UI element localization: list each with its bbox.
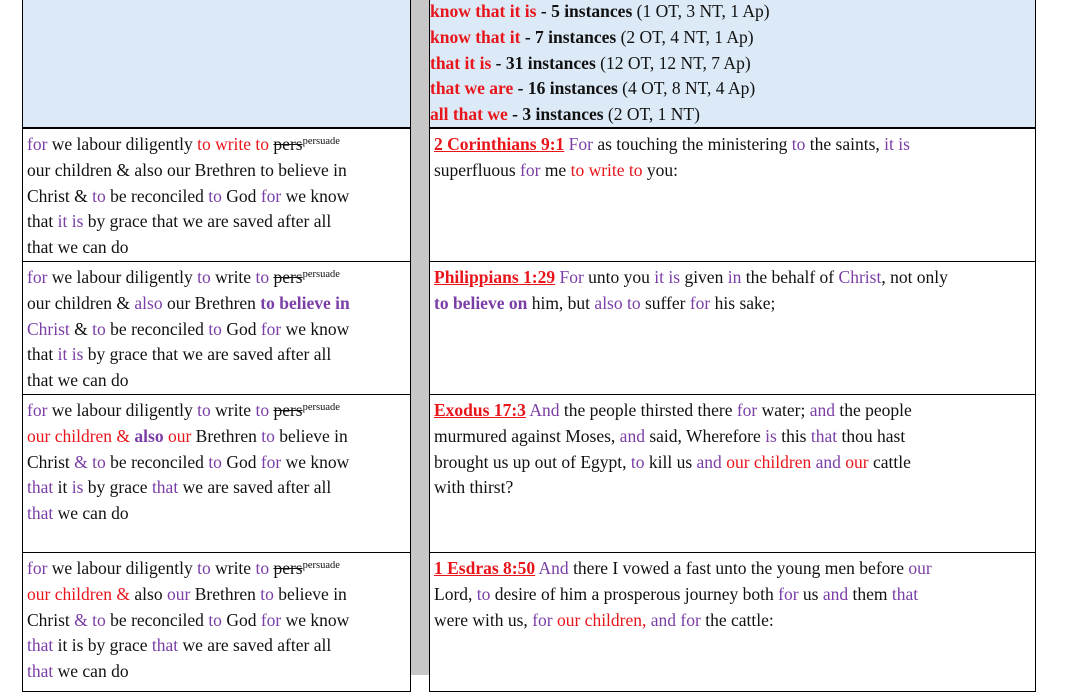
stat-line: that it is - 31 instances (12 OT, 12 NT, 7 Ap) [430, 52, 751, 73]
text-run: we labour diligently [47, 134, 198, 154]
highlighted-word: that [151, 477, 179, 498]
highlighted-word: for [27, 558, 48, 578]
stat-line: know that it - 7 instances (2 OT, 4 NT, 1 Ap) [430, 26, 754, 47]
highlighted-word: to [208, 609, 222, 630]
highlighted-word: for [689, 292, 711, 313]
text-run: suffer [640, 292, 690, 313]
scripture-verse-text [430, 129, 1035, 184]
highlighted-word: our [845, 451, 869, 472]
highlighted-word: our children & [27, 583, 131, 604]
header-left-cell [22, 0, 411, 128]
quote-cell-row-4 [22, 552, 411, 692]
verse-cell-row-1 [429, 128, 1036, 262]
highlighted-word: and [650, 609, 677, 630]
text-run: God [221, 609, 261, 630]
journal-quote-text [23, 553, 410, 685]
text-run: we know [281, 318, 350, 339]
superscript-correction: persuade [302, 269, 340, 280]
highlighted-word: our children [726, 451, 812, 472]
text-run: we labour diligently [47, 267, 198, 287]
highlighted-word: to [261, 425, 275, 446]
text-run: murmured against Moses, [434, 425, 620, 446]
text-run: we are saved after all [178, 635, 332, 656]
text-run: be reconciled [105, 451, 209, 472]
highlighted-word: to [197, 558, 211, 578]
text-run: it [53, 477, 72, 498]
highlighted-word: to [92, 318, 106, 339]
highlighted-word: And [538, 558, 569, 578]
text-run: desire of him a prosperous journey both [490, 583, 779, 604]
highlighted-word: and [696, 451, 722, 472]
text-run: we know [281, 185, 350, 206]
highlighted-word: Christ [838, 267, 882, 287]
highlighted-word: that [27, 503, 54, 524]
text-run: we are saved after all [178, 477, 332, 498]
text-run: that we can do [27, 237, 129, 258]
column-separator [410, 0, 430, 675]
text-run: us [798, 583, 823, 604]
text-run: be reconciled [105, 185, 209, 206]
text-run: given [680, 267, 728, 287]
text-run: , not only [881, 267, 948, 287]
text-run: our children & [27, 292, 135, 313]
text-run: water; [757, 400, 810, 420]
highlighted-word: Christ [27, 318, 70, 339]
struck-text: pers [273, 134, 303, 154]
text-run: Brethren [191, 425, 262, 446]
quote-cell-row-2 [22, 261, 411, 395]
highlighted-word: for [27, 400, 48, 420]
highlighted-word: to [92, 609, 106, 630]
text-run: as touching the ministering [592, 134, 792, 154]
highlighted-word: our [163, 425, 192, 446]
text-run: that [27, 211, 58, 232]
highlighted-word: that [891, 583, 919, 604]
verse-reference: Exodus 17:3 [434, 400, 526, 420]
text-run: by grace that we are saved after all [83, 344, 332, 365]
highlighted-word: to [197, 267, 211, 287]
highlighted-word: it is [57, 211, 84, 232]
stat-line: all that we - 3 instances (2 OT, 1 NT) [430, 104, 700, 125]
highlighted-word: it is [884, 134, 910, 154]
text-run: this [776, 425, 811, 446]
phrase-statistics-cell [429, 0, 1036, 128]
text-run: that we can do [27, 370, 129, 391]
text-run: the saints, [805, 134, 885, 154]
highlighted-word: and [815, 451, 841, 472]
highlighted-word: to [92, 451, 106, 472]
text-run: believe in [273, 583, 347, 604]
quote-cell-row-3 [22, 394, 411, 553]
highlighted-word: to [208, 451, 222, 472]
highlighted-word: to write to [197, 134, 270, 154]
highlighted-word: For [568, 134, 593, 154]
text-run: Christ [27, 451, 75, 472]
text-run: his sake; [710, 292, 776, 313]
highlighted-word: And [529, 400, 560, 420]
highlighted-word: to write to [570, 159, 643, 180]
highlighted-word: to [476, 583, 491, 604]
highlighted-word: our [908, 558, 932, 578]
text-run: by grace that we are saved after all [83, 211, 332, 232]
text-run: & [69, 318, 93, 339]
highlighted-word: our [166, 583, 191, 604]
highlighted-word: for [27, 267, 48, 287]
text-run: believe in [274, 425, 348, 446]
text-run: God [221, 451, 261, 472]
highlighted-word: for [736, 400, 758, 420]
highlighted-word: that [151, 635, 179, 656]
highlighted-word: that [27, 477, 54, 498]
highlighted-word: also [134, 292, 163, 313]
stat-line: that we are - 16 instances (4 OT, 8 NT, 4 Ap) [430, 78, 756, 99]
highlighted-word: For [559, 267, 584, 287]
verse-cell-row-3 [429, 394, 1036, 553]
text-run: we labour diligently [47, 400, 198, 420]
struck-text: pers [273, 400, 303, 420]
highlighted-word: for [27, 134, 48, 154]
text-run: him, but [527, 292, 595, 313]
text-run: unto you [583, 267, 655, 287]
text-run: the people thirsted there [559, 400, 737, 420]
text-run: our children & also our Brethren to believe in [27, 159, 347, 180]
highlighted-word: is [765, 425, 777, 446]
text-run: by grace [83, 477, 152, 498]
text-run: me [540, 159, 571, 180]
text-run: brought us up out of Egypt, [434, 451, 631, 472]
text-run: Brethren [190, 583, 261, 604]
text-run: write [210, 400, 256, 420]
text-run: thou hast [837, 425, 906, 446]
text-run: Christ & [27, 185, 93, 206]
highlighted-word: to [255, 267, 270, 287]
text-run: with thirst? [434, 477, 514, 498]
highlighted-word: & [74, 451, 88, 472]
journal-quote-text [23, 395, 410, 527]
superscript-correction: persuade [302, 560, 340, 571]
text-run: it is by grace [53, 635, 152, 656]
text-run: were with us, [434, 609, 533, 630]
highlighted-word: and [809, 400, 836, 420]
text-run: superfluous [434, 159, 521, 180]
highlighted-word: to [92, 185, 106, 206]
text-run: said, Wherefore [644, 425, 766, 446]
highlighted-word: in [727, 267, 742, 287]
text-run: Lord, [434, 583, 477, 604]
highlighted-word: for [680, 609, 701, 630]
superscript-correction: persuade [302, 402, 340, 413]
highlighted-word: to [630, 451, 645, 472]
scripture-verse-text [430, 262, 1035, 317]
highlighted-word: for [778, 583, 799, 604]
highlighted-word: and [619, 425, 645, 446]
verse-reference: 2 Corinthians 9:1 [434, 134, 565, 154]
phrase-statistics-list [430, 0, 1035, 128]
scripture-verse-text [430, 395, 1035, 501]
text-run: we labour diligently [47, 558, 198, 578]
verse-cell-row-4 [429, 552, 1036, 692]
highlighted-word: also to [594, 292, 641, 313]
verse-cell-row-2 [429, 261, 1036, 395]
highlighted-word: also [134, 425, 164, 446]
quote-cell-row-1 [22, 128, 411, 262]
highlighted-word: to [208, 185, 222, 206]
highlighted-word: for [532, 609, 553, 630]
journal-quote-text [23, 129, 410, 261]
highlighted-word: & [74, 609, 88, 630]
text-run: cattle [868, 451, 911, 472]
text-run: the behalf of [741, 267, 839, 287]
text-run: them [848, 583, 892, 604]
journal-quote-text [23, 262, 410, 394]
highlighted-word: to [791, 134, 806, 154]
text-run: kill us [644, 451, 697, 472]
highlighted-word: to [255, 400, 270, 420]
highlighted-word: for [260, 185, 282, 206]
highlighted-word: that [810, 425, 838, 446]
superscript-correction: persuade [302, 136, 340, 147]
highlighted-word: for [520, 159, 541, 180]
text-run: God [221, 318, 261, 339]
text-run: we can do [53, 503, 129, 524]
highlighted-word: for [260, 318, 282, 339]
scripture-verse-text [430, 553, 1035, 633]
text-run: be reconciled [105, 318, 209, 339]
verse-reference: Philippians 1:29 [434, 267, 556, 287]
highlighted-word: to [197, 400, 211, 420]
text-run: you: [642, 159, 679, 180]
highlighted-word: for [260, 451, 282, 472]
verse-reference: 1 Esdras 8:50 [434, 558, 536, 578]
text-run: write [210, 267, 256, 287]
highlighted-word: to [208, 318, 222, 339]
highlighted-word: to [255, 558, 270, 578]
highlighted-word: that [27, 635, 54, 656]
highlighted-word: that [27, 661, 54, 682]
text-run: we know [281, 451, 350, 472]
highlighted-word: our children, [556, 609, 647, 630]
text-run: there I vowed a fast unto the young men before [568, 558, 909, 578]
text-run: the cattle: [700, 609, 774, 630]
highlighted-word: to [260, 583, 274, 604]
text-run: God [221, 185, 261, 206]
text-run: we can do [53, 661, 129, 682]
stat-line: know that it is - 5 instances (1 OT, 3 NT, 1 Ap) [430, 1, 770, 21]
text-run: Christ [27, 609, 75, 630]
text-run: the people [835, 400, 912, 420]
text-run: write [210, 558, 256, 578]
highlighted-word: for [260, 609, 282, 630]
text-run: also [130, 583, 167, 604]
highlighted-word: it is [57, 344, 84, 365]
struck-text: pers [273, 558, 303, 578]
highlighted-word: it is [654, 267, 681, 287]
highlighted-word: our children & [27, 425, 135, 446]
highlighted-word: is [71, 477, 84, 498]
highlighted-word: to believe in [260, 292, 350, 313]
highlighted-word: and [822, 583, 849, 604]
highlighted-word: to believe on [434, 292, 528, 313]
text-run: our Brethren [162, 292, 261, 313]
text-run: we know [281, 609, 350, 630]
text-run: that [27, 344, 58, 365]
struck-text: pers [273, 267, 303, 287]
text-run: be reconciled [105, 609, 209, 630]
